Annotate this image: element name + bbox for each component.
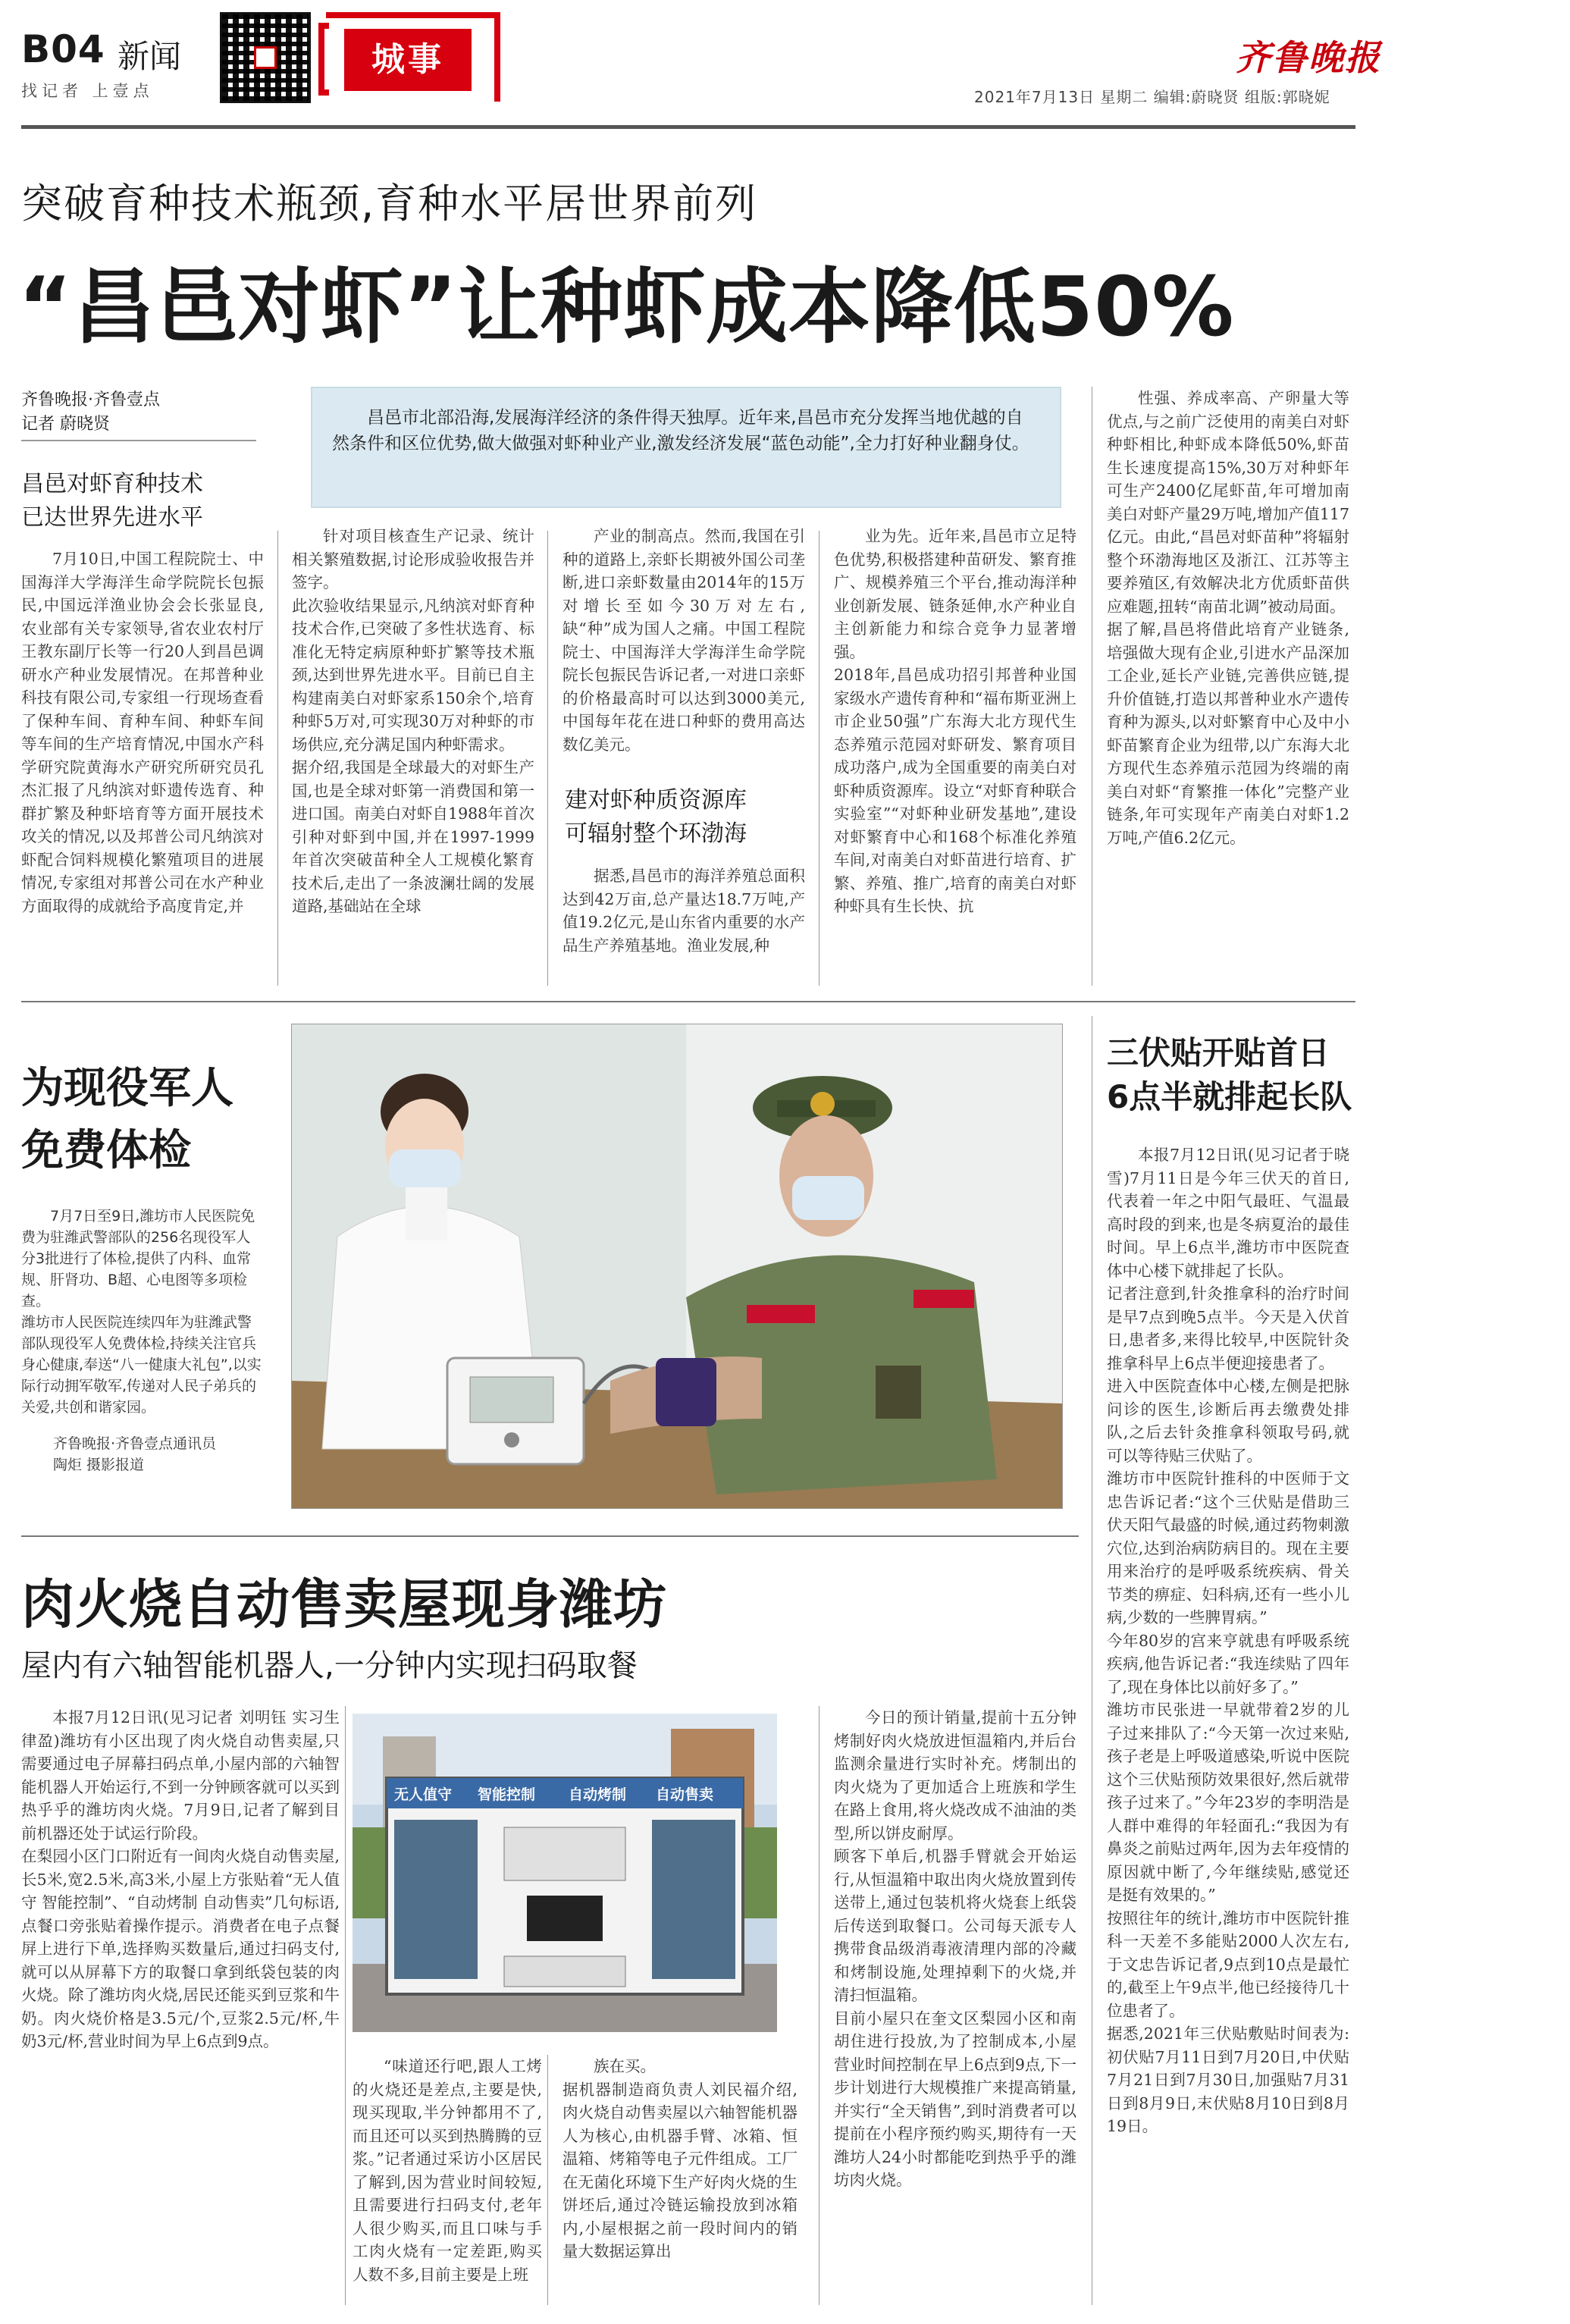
headline-line: 为现役军人 <box>21 1064 233 1113</box>
kiosk-sign-3: 自动烤制 <box>569 1786 627 1803</box>
story3-headline <box>1107 1031 1352 1119</box>
story1-col1: 7月10日,中国工程院院士、中国海洋大学海洋生命学院院长包振民,中国远洋渔业协会会长张显良,农业部有关专家领导,省农业农村厅王教东副厅长等一行20人到昌邑调研水产种业发展情况。在邦普种业科技有限公司,专家组一行现场查看了保种车间、育种车间、种虾车间等车间的生产培育情况,中国水产科学研究院黄海水产研究所研究员孔杰汇报了凡纳滨对虾遗传选育、种群扩繁及种虾培育等方面开展技术攻关的情况,以及邦普公司凡纳滨对虾配合饲料规模化繁殖项目的进展情况,专家组对邦普公司在水产种业方面取得的成就给予高度肯定,并 <box>21 550 264 915</box>
photo-vending-kiosk <box>353 1714 777 2032</box>
byline-source: 齐鲁晚报·齐鲁壹点 <box>21 390 160 409</box>
story4-col1: 本报7月12日讯(见习记者 刘明钰 实习生 律盈)潍坊有小区出现了肉火烧自动售卖屋,只需要通过电子屏幕扫码点单,小屋内部的六轴智能机器人开始运行,不到一分钟顾客就可以买到热乎乎的潍坊肉火烧。7月9日,记者了解到目前机器还处于试运行阶段。 在梨园小区门口附近有一间肉火烧自动售卖屋,长5米,宽2.5米,高3米,小屋上方张贴着“无人值守 智能控制”、“自动烤制 自动售卖”几句标语,点餐口旁张贴着操作提示。消费者在电子点餐屏上进行下单,选择购买数量后,通过扫码支付,就可以从屏幕下方的取餐口拿到纸袋包装的肉火烧。除了潍坊肉火烧,居民还能买到豆浆和牛奶。肉火烧价格是3.5元/个,豆浆2.5元/杯,牛奶3元/杯,营业时间为早上6点到9点。 <box>21 1708 340 2050</box>
story4-col4: 今日的预计销量,提前十五分钟烤制好肉火烧放进恒温箱内,并后台监测余量进行实时补充。烤制出的肉火烧为了更加适合上班族和学生在路上食用,将火烧改成不油油的类型,所以饼皮耐厚。 顾客下单后,机器手臂就会开始运行,从恒温箱中取出肉火烧放置到传送带上,通过包装机将火烧套上纸袋后传送到取餐口。公司每天派专人携带食品级消毒液清理内部的冷藏和烤制设施,处理掉剩下的火烧,并清扫恒温箱。 目前小屋只在奎文区梨园小区和南胡住进行投放,为了控制成本,小屋营业时间控制在早上6点到9点,下一步计划进行大规模推广来提高销量,并实行“全天销售”,到时消费者可以提前在小程序预约购买,期待有一天潍坊人24小时都能吃到热乎乎的潍坊肉火烧。 <box>834 1708 1076 2189</box>
story2-body: 7月7日至9日,潍坊市人民医院免费为驻潍武警部队的256名现役军人分3批进行了体检,提供了内科、血常规、肝肾功、B超、心电图等多项检查。 潍坊市人民医院连续四年为驻潍武警部队现役军人免费体检,持续关注官兵身心健康,奉送“八一健康大礼包”,以实际行动拥军敬军,传递对人民子弟兵的关爱,共创和谐家园。 <box>21 1208 262 1416</box>
column-divider <box>277 531 278 986</box>
story1-col5: 性强、养成率高、产卵量大等优点,与之前广泛使用的南美白对虾种虾相比,种虾成本降低50%,虾苗生长速度提高15%,30万对种虾年可生产2400亿尾虾苗,年可增加南美白对虾产量29万吨,增加产值117亿元。由此,“昌邑对虾苗种”将辐射整个环渤海地区及浙江、江苏等主要养殖区,有效解决北方优质虾苗供应难题,扭转“南苗北调”被动局面。 据了解,昌邑将借此培育产业链条,培强做大现有企业,引进水产品深加工企业,延长产业链,完善供应链,提升价值链,打造以邦普种业水产遗传育种为源头,以对虾繁育中心及中小虾苗繁育企业为纽带,以广东海大北方现代生态养殖示范园为终端的南美白对虾“育繁推一体化”完整产业链条,年可实现年产南美白对虾1.2万吨,产值6.2亿元。 <box>1107 389 1349 847</box>
story4-kicker: 屋内有六轴智能机器人,一分钟内实现扫码取餐 <box>21 1648 638 1683</box>
section-rule <box>21 1001 1355 1002</box>
story1-kicker: 突破育种技术瓶颈,育种水平居世界前列 <box>21 180 758 227</box>
story2-headline <box>21 1058 233 1182</box>
header-rule <box>21 125 1355 129</box>
photo-military-checkup <box>291 1024 1063 1509</box>
kiosk-sign-4: 自动售卖 <box>656 1786 714 1803</box>
column-divider <box>547 531 548 986</box>
story3-body: 本报7月12日讯(见习记者于晓雪)7月11日是今年三伏天的首日,代表着一年之中阳气最旺、气温最高时段的到来,也是冬病夏治的最佳时间。早上6点半,潍坊市中医院查体中心楼下就排起了长队。 记者注意到,针灸推拿科的治疗时间是早7点到晚5点半。今天是入伏首日,患者多,来得比较早,中医院针灸推拿科早上6点半便迎接患者了。 进入中医院查体中心楼,左侧是把脉问诊的医生,诊断后再去缴费处排队,之后去针灸推拿科领取号码,就可以等待贴三伏贴了。 潍坊市中医院针推科的中医师于文忠告诉记者:“这个三伏贴是借助三伏天阳气最盛的时候,通过药物刺激穴位,达到治病防病目的。现在主要用来治疗的是呼吸系统疾病、骨关节类的痹症、妇科病,还有一些小儿病,少数的一些脾胃病。” 今年80岁的宫来亨就患有呼吸系统疾病,他告诉记者:“我连续贴了四年了,现在身体比以前好多了。” 潍坊市民张进一早就带着2岁的儿子过来排队了:“今天第一次过来贴,孩子老是上呼吸道感染,听说中医院这个三伏贴预防效果很好,然后就带孩子过来了。”今年23岁的李明浩是人群中难得的年轻面孔:“我因为有鼻炎之前贴过两年,因为去年疫情的原因就中断了,今年继续贴,感觉还是挺有效果的。” 按照往年的统计,潍坊市中医院针推科一天差不多能贴2000人次左右,于文忠告诉记者,9点到10点是最忙的,截至上午9点半,他已经接待几十位患者了。 据悉,2021年三伏贴敷贴时间表为:初伏贴7月11日到7月20日,中伏贴7月21日到7月30日,加强贴7月31日到8月9日,末伏贴8月10日到8月19日。 <box>1107 1146 1349 2135</box>
credit-line: 陶炬 摄影报道 <box>53 1457 145 1473</box>
column-divider <box>345 1706 346 2305</box>
headline-line: 免费体检 <box>21 1126 191 1175</box>
kiosk-sign-2: 智能控制 <box>478 1786 536 1803</box>
story4-col3: 族在买。 据机器制造商负责人刘民福介绍,肉火烧自动售卖屋以六轴智能机器人为核心,由机器手臂、冰箱、恒温箱、烤箱等电子元件组成。工厂在无菌化环境下生产好肉火烧的生饼坯后,通过冷链运输投放到冰箱内,小屋根据之前一段时间内的销量大数据运算出 <box>563 2057 798 2260</box>
story1-byline <box>21 388 160 437</box>
headline-line: 6点半就排起长队 <box>1107 1078 1352 1115</box>
page-number: B04 <box>21 27 105 71</box>
byline-reporter: 记者 蔚晓贤 <box>21 415 110 434</box>
headline-line: 三伏贴开贴首日 <box>1107 1034 1330 1071</box>
story2-credit <box>53 1433 280 1476</box>
subhead-line: 已达世界先进水平 <box>21 504 203 531</box>
photo-military-checkup-image <box>292 1024 1063 1509</box>
kiosk-sign-1: 无人值守 <box>394 1786 453 1803</box>
section-name: 新闻 <box>118 38 182 75</box>
tag-bracket <box>318 23 329 96</box>
story1-headline: “昌邑对虾”让种虾成本降低50% <box>18 260 1235 355</box>
subhead-line: 昌邑对虾育种技术 <box>21 471 203 497</box>
story1-col3b: 据悉,昌邑市的海洋养殖总面积达到42万亩,总产量达18.7万吨,产值19.2亿元,是山东省内重要的水产品生产养殖基地。渔业发展,种 <box>563 867 805 955</box>
newspaper-logo: 齐鲁晚报 <box>1236 37 1381 78</box>
story1-col2: 针对项目核查生产记录、统计相关繁殖数据,讨论形成验收报告并签字。 此次验收结果显示,凡纳滨对虾育种技术合作,已突破了多性状选育、标准化无特定病原种虾扩繁等技术瓶颈,达到世界先进水平。目前已自主构建南美白对虾家系150余个,培育种虾5万对,可实现30万对种虾的市场供应,充分满足国内种虾需求。 据介绍,我国是全球最大的对虾生产国,也是全球对虾第一消费国和第一进口国。南美白对虾自1988年首次引种对虾到中国,并在1997-1999年首次突破苗种全人工规模化繁育技术后,走出了一条波澜壮阔的发展道路,基础站在全球 <box>292 527 534 915</box>
subhead-line: 建对虾种质资源库 <box>565 787 747 814</box>
date-line: 2021年7月13日 星期二 编辑:蔚晓贤 组版:郭晓妮 <box>974 88 1330 106</box>
story1-col4: 业为先。近年来,昌邑市立足特色优势,积极搭建种苗研发、繁育推广、规模养殖三个平台,推动海洋种业创新发展、链条延伸,水产种业自主创新能力和综合竞争力显著增强。 2018年,昌邑成功招引邦普种业国家级水产遗传育种和“福布斯亚洲上市企业50强”广东海大北方现代生态养殖示范园对虾研发、繁育项目成功落户,成为全国重要的南美白对虾种质资源库。设立“对虾育种联合实验室”“对虾种业研发基地”,建设对虾繁育中心和168个标准化养殖车间,对南美白对虾苗进行培育、扩繁、养殖、推广,培育的南美白对虾种虾具有生长快、抗 <box>834 527 1076 915</box>
byline-rule <box>21 440 256 441</box>
column-tag: 城事 <box>344 29 472 91</box>
photo-vending-kiosk-image <box>353 1714 777 2032</box>
story1-col3: 产业的制高点。然而,我国在引种的道路上,亲虾长期被外国公司垄断,进口亲虾数量由2014年的15万对增长至如今30万对左右,缺“种”成为国人之痛。中国工程院院士、中国海洋大学海洋生命学院院长包振民告诉记者,一对进口亲虾的价格最高时可以达到3000美元,中国每年花在进口种虾的费用高达数亿美元。 <box>563 527 805 754</box>
story1-subhead1 <box>21 468 203 535</box>
story1-lead: 昌邑市北部沿海,发展海洋经济的条件得天独厚。近年来,昌邑市充分发挥当地优越的自然条件和区位优势,做大做强对虾种业产业,激发经济发展“蓝色动能”,全力打好种业翻身仗。 <box>311 387 1061 508</box>
qr-code-icon[interactable] <box>220 12 311 103</box>
story4-col2: “味道还行吧,跟人工烤的火烧还是差点,主要是快,现买现取,半分钟都用不了,而且还可以买到热腾腾的豆浆。”记者通过采访小区居民了解到,因为营业时间较短,且需要进行扫码支付,老年人很少购买,而且口味与手工肉火烧有一定差距,购买人数不多,目前主要是上班 <box>353 2057 542 2284</box>
subhead-line: 可辐射整个环渤海 <box>565 820 747 847</box>
story4-headline: 肉火烧自动售卖屋现身潍坊 <box>21 1573 667 1636</box>
story1-subhead2 <box>565 784 747 851</box>
header-slogan: 找记者 上壹点 <box>21 82 154 100</box>
column-divider <box>547 2055 548 2305</box>
section-rule <box>21 1535 1079 1537</box>
credit-line: 齐鲁晚报·齐鲁壹点通讯员 <box>53 1435 217 1452</box>
